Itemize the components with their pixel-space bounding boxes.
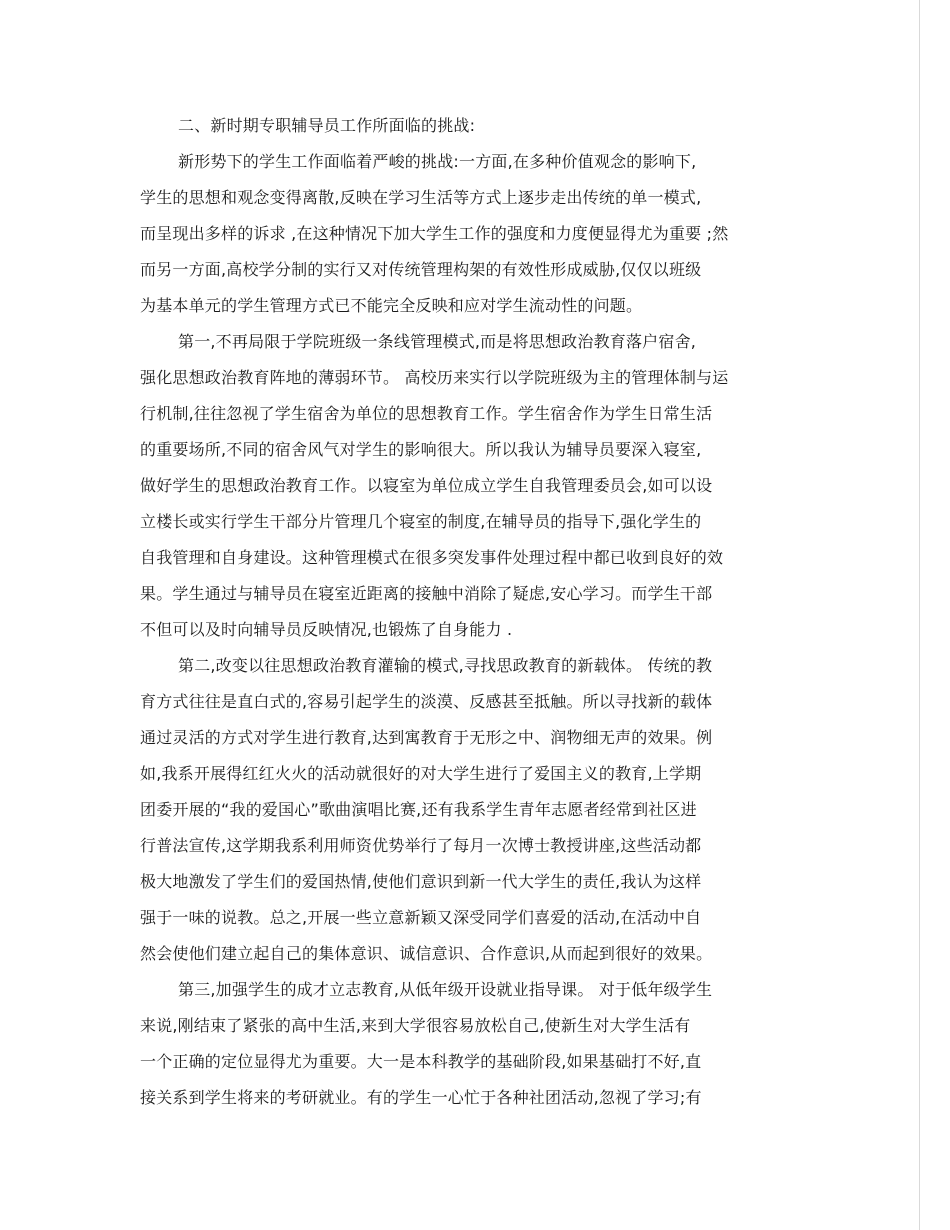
text-line: 第一,不再局限于学院班级一条线管理模式,而是将思想政治教育落户宿舍, [178,332,697,351]
text-line: 而另一方面,高校学分制的实行又对传统管理构架的有效性形成威胁,仅仅以班级 [140,260,702,279]
text-line: 不但可以及时向辅导员反映情况,也锻炼了自身能力 . [140,620,513,639]
text-line: 学生的思想和观念变得离散,反映在学习生活等方式上逐步走出传统的单一模式, [140,188,702,207]
text-line: 做好学生的思想政治教育工作。以寝室为单位成立学生自我管理委员会,如可以设 [140,476,713,495]
text-line: 为基本单元的学生管理方式已不能完全反映和应对学生流动性的问题。 [140,296,643,315]
text-line: 育方式往往是直白式的,容易引起学生的淡漠、反感甚至抵触。所以寻找新的载体 [140,692,713,711]
page-edge-divider [919,0,920,1230]
text-line: 如,我系开展得红红火火的活动就很好的对大学生进行了爱国主义的教育,上学期 [140,764,702,783]
text-line: 行普法宣传,这学期我系利用师资优势举行了每月一次博士教授讲座,这些活动都 [140,836,702,855]
text-line: 自我管理和自身建设。这种管理模式在很多突发事件处理过程中都已收到良好的效 [140,548,724,567]
text-line: 来说,刚结束了紧张的高中生活,来到大学很容易放松自己,使新生对大学生活有 [140,1016,691,1035]
text-line: 而呈现出多样的诉求 ,在这种情况下加大学生工作的强度和力度便显得尤为重要 ;然 [140,224,729,243]
text-line: 强于一味的说教。总之,开展一些立意新颖又深受同学们喜爱的活动,在活动中自 [140,908,702,927]
text-line: 第三,加强学生的成才立志教育,从低年级开设就业指导课。 对于低年级学生 [178,980,713,999]
text-line: 然会使他们建立起自己的集体意识、诚信意识、合作意识,从而起到很好的效果。 [140,944,713,963]
section-heading: 二、新时期专职辅导员工作所面临的挑战: [178,116,476,135]
text-line: 极大地激发了学生们的爱国热情,使他们意识到新一代大学生的责任,我认为这样 [140,872,702,891]
text-line: 一个正确的定位显得尤为重要。大一是本科教学的基础阶段,如果基础打不好,直 [140,1052,702,1071]
text-line: 强化思想政治教育阵地的薄弱环节。 高校历来实行以学院班级为主的管理体制与运 [140,368,729,387]
text-line: 立楼长或实行学生干部分片管理几个寝室的制度,在辅导员的指导下,强化学生的 [140,512,702,531]
text-line: 第二,改变以往思想政治教育灌输的模式,寻找思政教育的新载体。 传统的教 [178,656,713,675]
text-line: 的重要场所,不同的宿舍风气对学生的影响很大。所以我认为辅导员要深入寝室, [140,440,702,459]
text-line: 团委开展的“我的爱国心”歌曲演唱比赛,还有我系学生青年志愿者经常到社区进 [140,800,697,819]
text-line: 行机制,往往忽视了学生宿舍为单位的思想教育工作。学生宿舍作为学生日常生活 [140,404,713,423]
text-line: 通过灵活的方式对学生进行教育,达到寓教育于无形之中、润物细无声的效果。例 [140,728,713,747]
text-line: 果。学生通过与辅导员在寝室近距离的接触中消除了疑虑,安心学习。而学生干部 [140,584,713,603]
text-line: 接关系到学生将来的考研就业。有的学生一心忙于各种社团活动,忽视了学习;有 [140,1088,702,1107]
text-line: 新形势下的学生工作面临着严峻的挑战:一方面,在多种价值观念的影响下, [178,152,697,171]
